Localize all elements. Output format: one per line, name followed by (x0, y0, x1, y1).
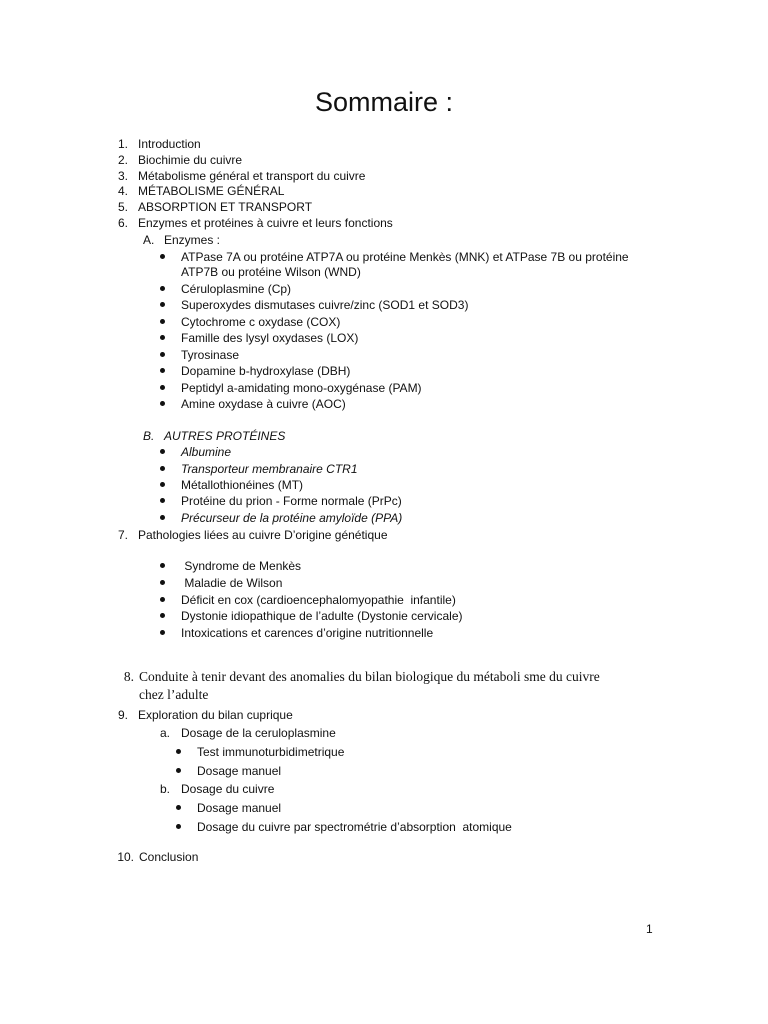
subsection-text: Dosage de la ceruloplasmine (181, 726, 336, 740)
bullet-icon (160, 335, 165, 340)
list-item-text: Protéine du prion - Forme normale (PrPc) (181, 494, 402, 508)
list-item-text: Cytochrome c oxydase (COX) (181, 315, 341, 329)
section-title: AUTRES PROTÉINES (164, 429, 286, 443)
bullet-icon (160, 401, 165, 406)
list-item-text: Maladie de Wilson (181, 576, 283, 590)
bullet-icon (160, 563, 165, 568)
bullet-icon (160, 254, 165, 259)
bullet-icon (160, 319, 165, 324)
list-item-text: Dystonie idiopathique de l’adulte (Dystonie cervicale) (181, 609, 463, 623)
bullet-icon (160, 515, 165, 520)
section-title: Enzymes : (164, 233, 221, 247)
list-item-text: Dosage du cuivre par spectrométrie d’absorption atomique (197, 820, 512, 834)
bullet-icon (160, 368, 165, 373)
toc-number: 9. (117, 708, 128, 722)
toc-number: 7. (117, 528, 128, 542)
toc-text: Métabolisme général et transport du cuivre (138, 169, 366, 183)
list-item-text: Famille des lysyl oxydases (LOX) (181, 331, 359, 345)
list-item-text: Intoxications et carences d’origine nutritionnelle (181, 626, 434, 640)
bullet-icon (160, 352, 165, 357)
list-item-text: Dopamine b-hydroxylase (DBH) (181, 364, 351, 378)
toc-text: Biochimie du cuivre (138, 153, 243, 167)
section-label: B. (143, 429, 155, 443)
toc-text: chez l’adulte (139, 687, 209, 702)
bullet-icon (176, 824, 181, 829)
toc-number: 8. (123, 669, 134, 684)
toc-text: Introduction (138, 137, 201, 151)
list-item-text: Amine oxydase à cuivre (AOC) (181, 397, 346, 411)
page-number: 1 (646, 922, 653, 936)
toc-text: Enzymes et protéines à cuivre et leurs fonctions (138, 216, 393, 230)
toc-number: 5. (117, 200, 128, 214)
toc-text: Conduite à tenir devant des anomalies du bilan biologique du métaboli sme du cuivre (139, 669, 600, 684)
bullet-icon (160, 466, 165, 471)
toc-text: Conclusion (139, 850, 199, 864)
toc-text: MÉTABOLISME GÉNÉRAL (138, 184, 285, 198)
list-item-text: Syndrome de Menkès (181, 559, 302, 573)
bullet-icon (160, 613, 165, 618)
toc-number: 2. (117, 153, 128, 167)
bullet-icon (160, 482, 165, 487)
subsection-text: Dosage du cuivre (181, 782, 275, 796)
toc-text: Exploration du bilan cuprique (138, 708, 293, 722)
list-item-text: Tyrosinase (181, 348, 240, 362)
bullet-icon (160, 597, 165, 602)
subsection-label: a. (160, 726, 171, 740)
list-item-text: Métallothionéines (MT) (181, 478, 304, 492)
bullet-icon (160, 449, 165, 454)
list-item-text: Céruloplasmine (Cp) (181, 282, 292, 296)
toc-number: 6. (117, 216, 128, 230)
bullet-icon (160, 580, 165, 585)
subsection-label: b. (160, 782, 171, 796)
toc-number: 1. (117, 137, 128, 151)
bullet-icon (176, 768, 181, 773)
list-item-text: Dosage manuel (197, 764, 282, 778)
bullet-icon (160, 286, 165, 291)
bullet-icon (176, 749, 181, 754)
bullet-icon (160, 302, 165, 307)
list-item-text: Superoxydes dismutases cuivre/zinc (SOD1 et SOD3) (181, 298, 469, 312)
section-label: A. (143, 233, 155, 247)
toc-number: 4. (117, 184, 128, 198)
page-title: Sommaire : (314, 87, 454, 117)
list-item-text: Précurseur de la protéine amyloïde (PPA) (181, 511, 403, 525)
toc-text: Pathologies liées au cuivre D’origine génétique (138, 528, 388, 542)
list-item-text: Albumine (181, 445, 232, 459)
bullet-icon (176, 805, 181, 810)
list-item-text: Test immunoturbidimetrique (197, 745, 345, 759)
toc-number: 10. (117, 850, 134, 864)
list-item-text: Peptidyl a-amidating mono-oxygénase (PAM) (181, 381, 422, 395)
bullet-icon (160, 385, 165, 390)
list-item-text: Dosage manuel (197, 801, 282, 815)
bullet-icon (160, 630, 165, 635)
toc-text: ABSORPTION ET TRANSPORT (138, 200, 313, 214)
list-item-text: Déficit en cox (cardioencephalomyopathie infantile) (181, 593, 456, 607)
list-item-text: ATPase 7A ou protéine ATP7A ou protéine Menkès (MNK) et ATPase 7B ou protéine (181, 250, 629, 264)
bullet-icon (160, 498, 165, 503)
list-item-text: ATP7B ou protéine Wilson (WND) (181, 265, 361, 279)
list-item-text: Transporteur membranaire CTR1 (181, 462, 358, 476)
toc-number: 3. (117, 169, 128, 183)
